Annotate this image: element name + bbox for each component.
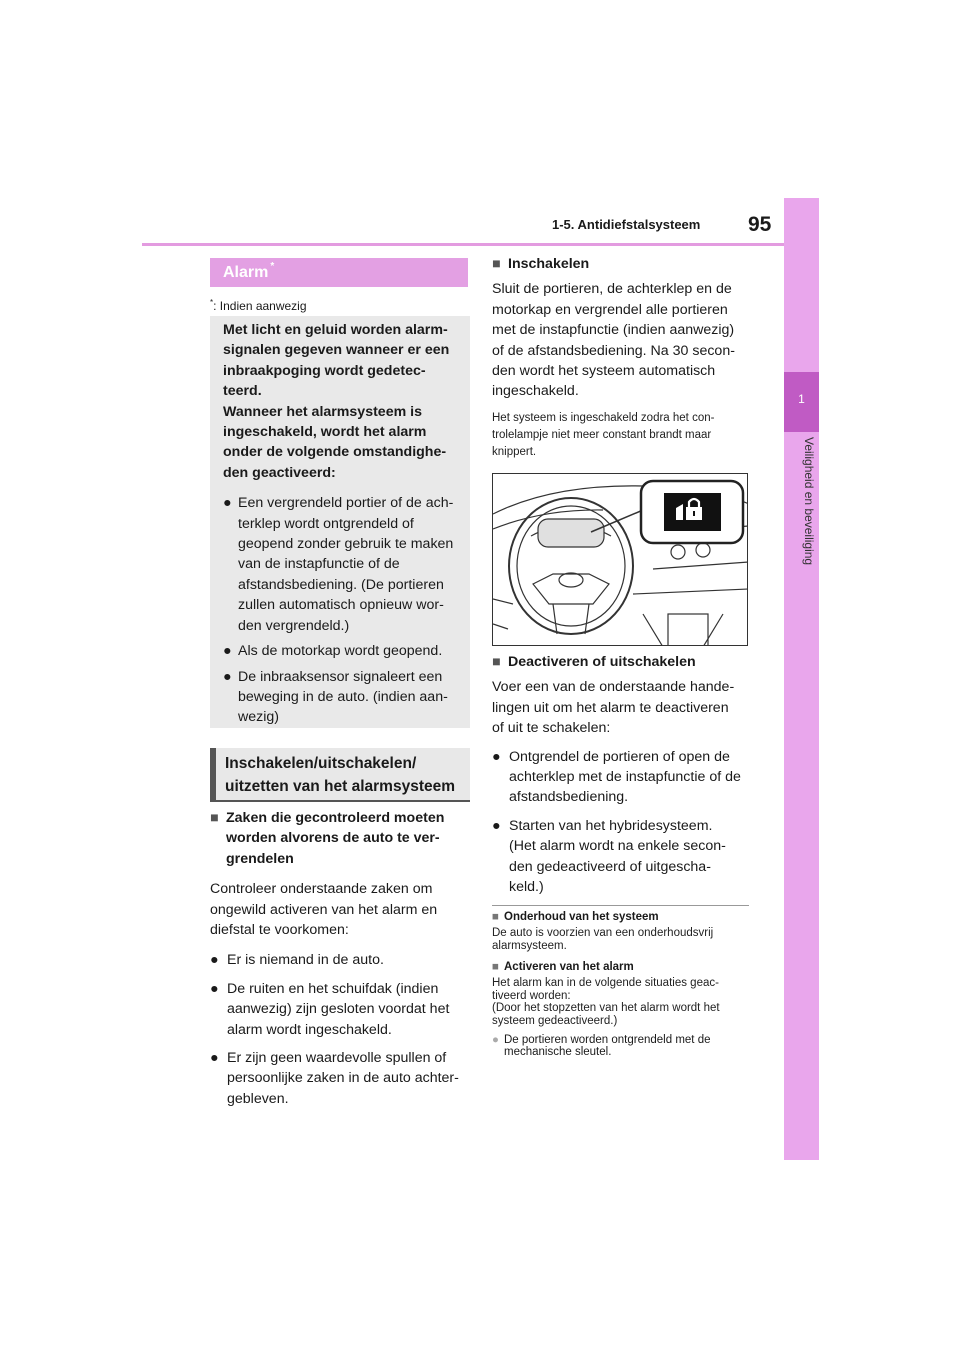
line: grendelen: [226, 850, 294, 867]
square-icon: ■: [210, 810, 219, 826]
maintenance-heading: [492, 910, 750, 925]
alarm-intro: [223, 320, 458, 483]
chapter-title: Veiligheid en beveiliging: [802, 437, 816, 566]
footnote-marker: *: [210, 298, 214, 307]
line: Het systeem is ingeschakeld zodra het con-: [492, 411, 715, 424]
disable-intro: [492, 677, 750, 738]
list-item: [210, 1048, 468, 1109]
line: Zaken die gecontroleerd moeten: [226, 810, 445, 826]
header-rule: [142, 243, 784, 246]
alarm-heading-text: Alarm: [223, 263, 269, 281]
line: De ruiten en het schuifdak (indien: [227, 980, 439, 997]
page-number: 95: [748, 213, 772, 236]
line: den gedeactiveerd of uitgescha-: [509, 858, 711, 875]
line: met de instapfunctie (indien aanwezig): [492, 322, 735, 339]
chapter-side-tab: [784, 198, 819, 1160]
line: persoonlijke zaken in de auto achter-: [227, 1070, 459, 1087]
alarm-info-box: [210, 316, 470, 728]
line: terklep wordt ontgrendeld of: [238, 515, 414, 532]
footnote: [210, 298, 307, 313]
bullet-icon: ●: [210, 952, 219, 969]
list-item: [223, 493, 458, 636]
square-icon: ■: [492, 654, 501, 670]
list-item: [210, 979, 468, 1040]
line: den vergrendeld.): [238, 617, 350, 634]
line: den wordt het systeem automatisch: [492, 363, 716, 380]
line: De auto is voorzien van een onderhoudsvrij: [492, 927, 714, 939]
square-icon: ■: [492, 961, 499, 974]
line: knippert.: [492, 445, 537, 458]
line: ingeschakeld.: [492, 383, 579, 400]
intro-line: Met licht en geluid worden alarm-: [223, 322, 448, 338]
line: Er zijn geen waardevolle spullen of: [227, 1050, 447, 1067]
enable-heading: [492, 254, 750, 274]
line: ongewild activeren van het alarm en: [210, 901, 438, 918]
line: afstandsbediening. (De portieren: [238, 576, 444, 593]
alarm-heading-marker: *: [270, 261, 275, 272]
line: geopend zonder gebruik te maken: [238, 536, 454, 553]
notes-section: [492, 910, 750, 1059]
line: (Door het stopzetten van het alarm wordt het: [492, 1002, 720, 1015]
line: lingen uit om het alarm te deactiveren: [492, 699, 729, 716]
intro-line: den geactiveerd:: [223, 464, 336, 481]
notes-divider: [492, 905, 749, 906]
line: zullen automatisch opnieuw wor-: [238, 597, 444, 614]
activation-heading: [492, 960, 750, 975]
line: van de instapfunctie of de: [238, 556, 400, 573]
footnote-text: : Indien aanwezig: [213, 299, 307, 313]
heading-line: Inschakelen/uitschakelen/: [225, 755, 417, 772]
line: mechanische sleutel.: [504, 1046, 612, 1059]
square-icon: ■: [492, 256, 501, 272]
line: De portieren worden ontgrendeld met de: [504, 1033, 711, 1046]
maintenance-text: [492, 927, 750, 952]
activation-text: [492, 977, 750, 1027]
section-title: 1-5. Antidiefstalsysteem: [552, 217, 701, 232]
list-item: [223, 641, 458, 661]
line: worden alvorens de auto te ver-: [226, 830, 440, 847]
line: Activeren van het alarm: [504, 961, 634, 974]
intro-line: ingeschakeld, wordt het alarm: [223, 424, 427, 441]
line: afstandsbediening.: [509, 789, 629, 806]
intro-line: onder de volgende omstandighe-: [223, 444, 447, 461]
line: Ontgrendel de portieren of open de: [509, 748, 730, 765]
line: Inschakelen: [508, 256, 590, 272]
list-item: [492, 1034, 750, 1059]
line: (Het alarm wordt na enkele secon-: [509, 838, 726, 855]
line: gebleven.: [227, 1090, 289, 1107]
bullet-icon: ●: [223, 668, 232, 685]
line: beweging in de auto. (indien aan-: [238, 688, 448, 705]
line: wezig): [238, 709, 279, 726]
intro-line: inbraakpoging wordt gedetec-: [223, 362, 426, 379]
disable-list: [492, 747, 750, 898]
list-item: [492, 747, 750, 808]
enable-section: [492, 254, 750, 461]
bullet-icon: ●: [210, 980, 219, 997]
line: Als de motorkap wordt geopend.: [238, 643, 443, 660]
bullet-icon: ●: [492, 1033, 499, 1046]
line: Het alarm kan in de volgende situaties geac-: [492, 977, 719, 990]
line: De inbraaksensor signaleert een: [238, 668, 443, 685]
intro-line: teerd.: [223, 383, 262, 400]
alarm-conditions-list: [223, 493, 458, 727]
intro-line: Wanneer het alarmsysteem is: [223, 403, 422, 420]
intro-line: signalen gegeven wanneer er een: [223, 342, 450, 359]
disable-heading: [492, 652, 750, 672]
disable-section: [492, 652, 750, 903]
list-item: [492, 816, 750, 898]
bullet-icon: ●: [223, 495, 232, 512]
line: Een vergrendeld portier of de ach-: [238, 495, 454, 512]
check-heading: [210, 808, 468, 869]
bullet-icon: ●: [492, 748, 501, 765]
line: achterklep met de instapfunctie of de: [509, 769, 741, 786]
heading-line: uitzetten van het alarmsysteem: [225, 778, 456, 795]
line: Deactiveren of uitschakelen: [508, 654, 696, 670]
check-intro: [210, 879, 468, 940]
bullet-icon: ●: [210, 1050, 219, 1067]
chapter-number: 1: [798, 392, 805, 406]
enable-text: [492, 279, 750, 401]
line: trolelampje niet meer constant brandt maar: [492, 428, 712, 441]
list-item: [210, 950, 468, 970]
enable-note: [492, 410, 750, 461]
dashboard-illustration: [492, 473, 748, 646]
line: of uit te schakelen:: [492, 720, 611, 737]
line: tiveerd worden:: [492, 989, 571, 1002]
line: Sluit de portieren, de achterklep en de: [492, 281, 732, 298]
line: Controleer onderstaande zaken om: [210, 881, 433, 898]
line: Voer een van de onderstaande hande-: [492, 679, 735, 696]
line: alarm wordt ingeschakeld.: [227, 1021, 392, 1038]
line: alarmsysteem.: [492, 939, 567, 952]
line: motorkap en vergrendel alle portieren: [492, 301, 728, 318]
line: keld.): [509, 879, 544, 896]
line: systeem gedeactiveerd.): [492, 1014, 618, 1027]
list-item: [223, 667, 458, 728]
steering-wheel-icon: [493, 474, 748, 646]
bullet-icon: ●: [223, 643, 232, 660]
line: Onderhoud van het systeem: [504, 911, 659, 923]
line: diefstal te voorkomen:: [210, 922, 349, 939]
square-icon: ■: [492, 911, 499, 923]
line: Starten van het hybridesysteem.: [509, 817, 713, 834]
check-section: [210, 808, 468, 1115]
line: of de afstandsbediening. Na 30 secon-: [492, 342, 735, 359]
setting-heading: [210, 748, 470, 802]
bullet-icon: ●: [492, 817, 501, 834]
alarm-heading: [210, 258, 468, 287]
check-list: [210, 950, 468, 1109]
line: Er is niemand in de auto.: [227, 952, 384, 969]
line: aanwezig) zijn gesloten voordat het: [227, 1001, 450, 1018]
